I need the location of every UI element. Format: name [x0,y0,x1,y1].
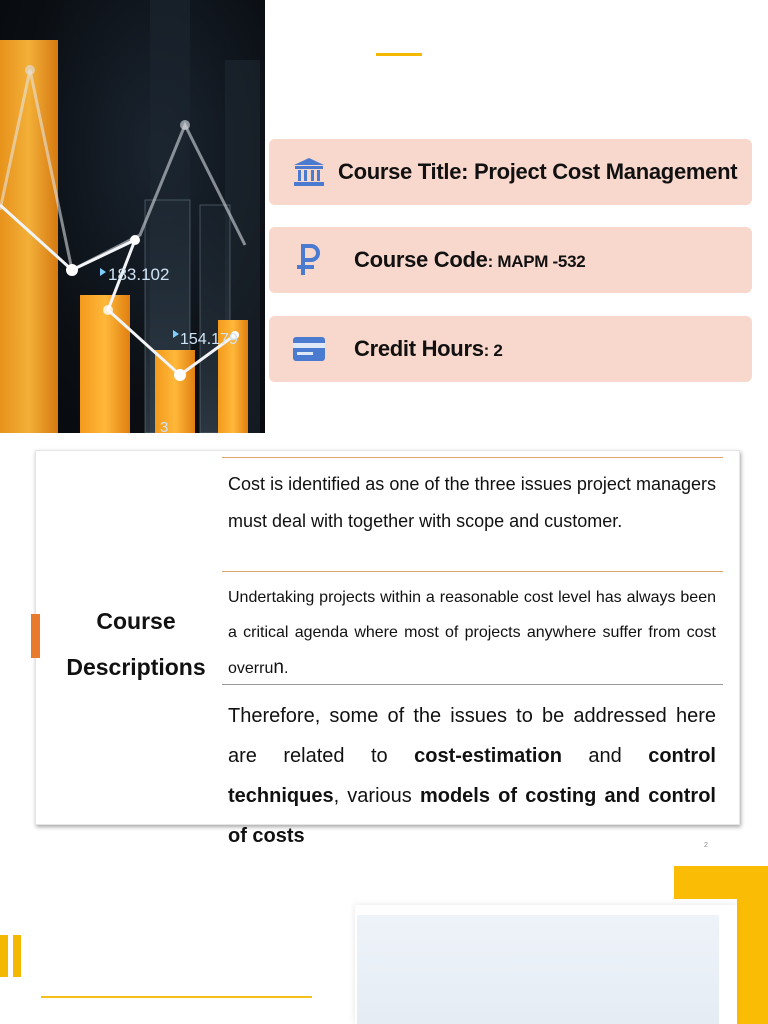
divider [222,571,723,572]
paragraph-3-part2: and [561,745,649,767]
course-title-card [269,139,752,205]
data-point [66,264,78,276]
description-heading-line1: Course [96,608,176,634]
yellow-bar [0,935,8,977]
hero-chart-image [0,0,265,433]
orange-bar [0,40,58,433]
institution-icon [291,154,327,190]
divider [222,457,723,458]
paragraph-2-tail: n [273,657,284,678]
credit-hours-card [269,316,752,382]
chart-annotation: 183.102 [108,265,170,284]
chart-annotation: 3 [160,419,169,433]
data-point [180,120,190,130]
paragraph-3-part3: , various [333,785,420,807]
description-paragraph-3 [228,696,716,856]
data-point [25,65,35,75]
description-heading-line2: Descriptions [66,654,206,680]
yellow-block-decoration [737,866,768,1024]
credit-hours-label [354,336,503,362]
orange-tab-accent [31,614,40,658]
paragraph-3-bold3: models of costing and control of costs [228,785,716,847]
accent-dash [376,53,422,56]
chart-annotation: 154.179 [180,331,238,348]
data-point [103,305,113,315]
credit-card-icon [291,331,327,367]
photo-image [357,915,719,1024]
course-code-value: : MAPM -532 [487,252,586,271]
paragraph-3-bold2: control techniques [228,745,716,807]
hero-chart-svg [0,0,265,433]
data-point [174,369,186,381]
course-title-label: Course Title: Project Cost Management [338,159,738,184]
course-code-card [269,227,752,293]
page-number: 2 [704,842,708,849]
paragraph-2-text: Undertaking projects within a reasonable cost level has always been a critical agenda where most of projects anywhere suffer from cost overru [228,589,716,677]
course-code-label [354,247,585,273]
bottom-accent-line [41,996,312,998]
description-paragraph-2 [228,580,716,686]
paragraph-3-bold1: cost-estimation [414,745,562,767]
orange-bar [80,295,130,433]
credit-hours-value: : 2 [483,341,503,360]
paragraph-2-period: . [283,660,289,677]
description-paragraph-1: Cost is identified as one of the three issues project managers must deal with together with scope and customer. [228,474,716,531]
paragraph-3-part1: Therefore, some of the issues to be addressed here are related to [228,705,716,767]
data-point [130,235,140,245]
yellow-bars-decoration [0,935,21,977]
credit-hours-key: Credit Hours [354,336,484,361]
arrow-marker [100,268,106,276]
ruble-icon [291,242,327,278]
description-heading [60,598,212,690]
course-code-key: Course Code [354,247,488,272]
yellow-bar [13,935,21,977]
